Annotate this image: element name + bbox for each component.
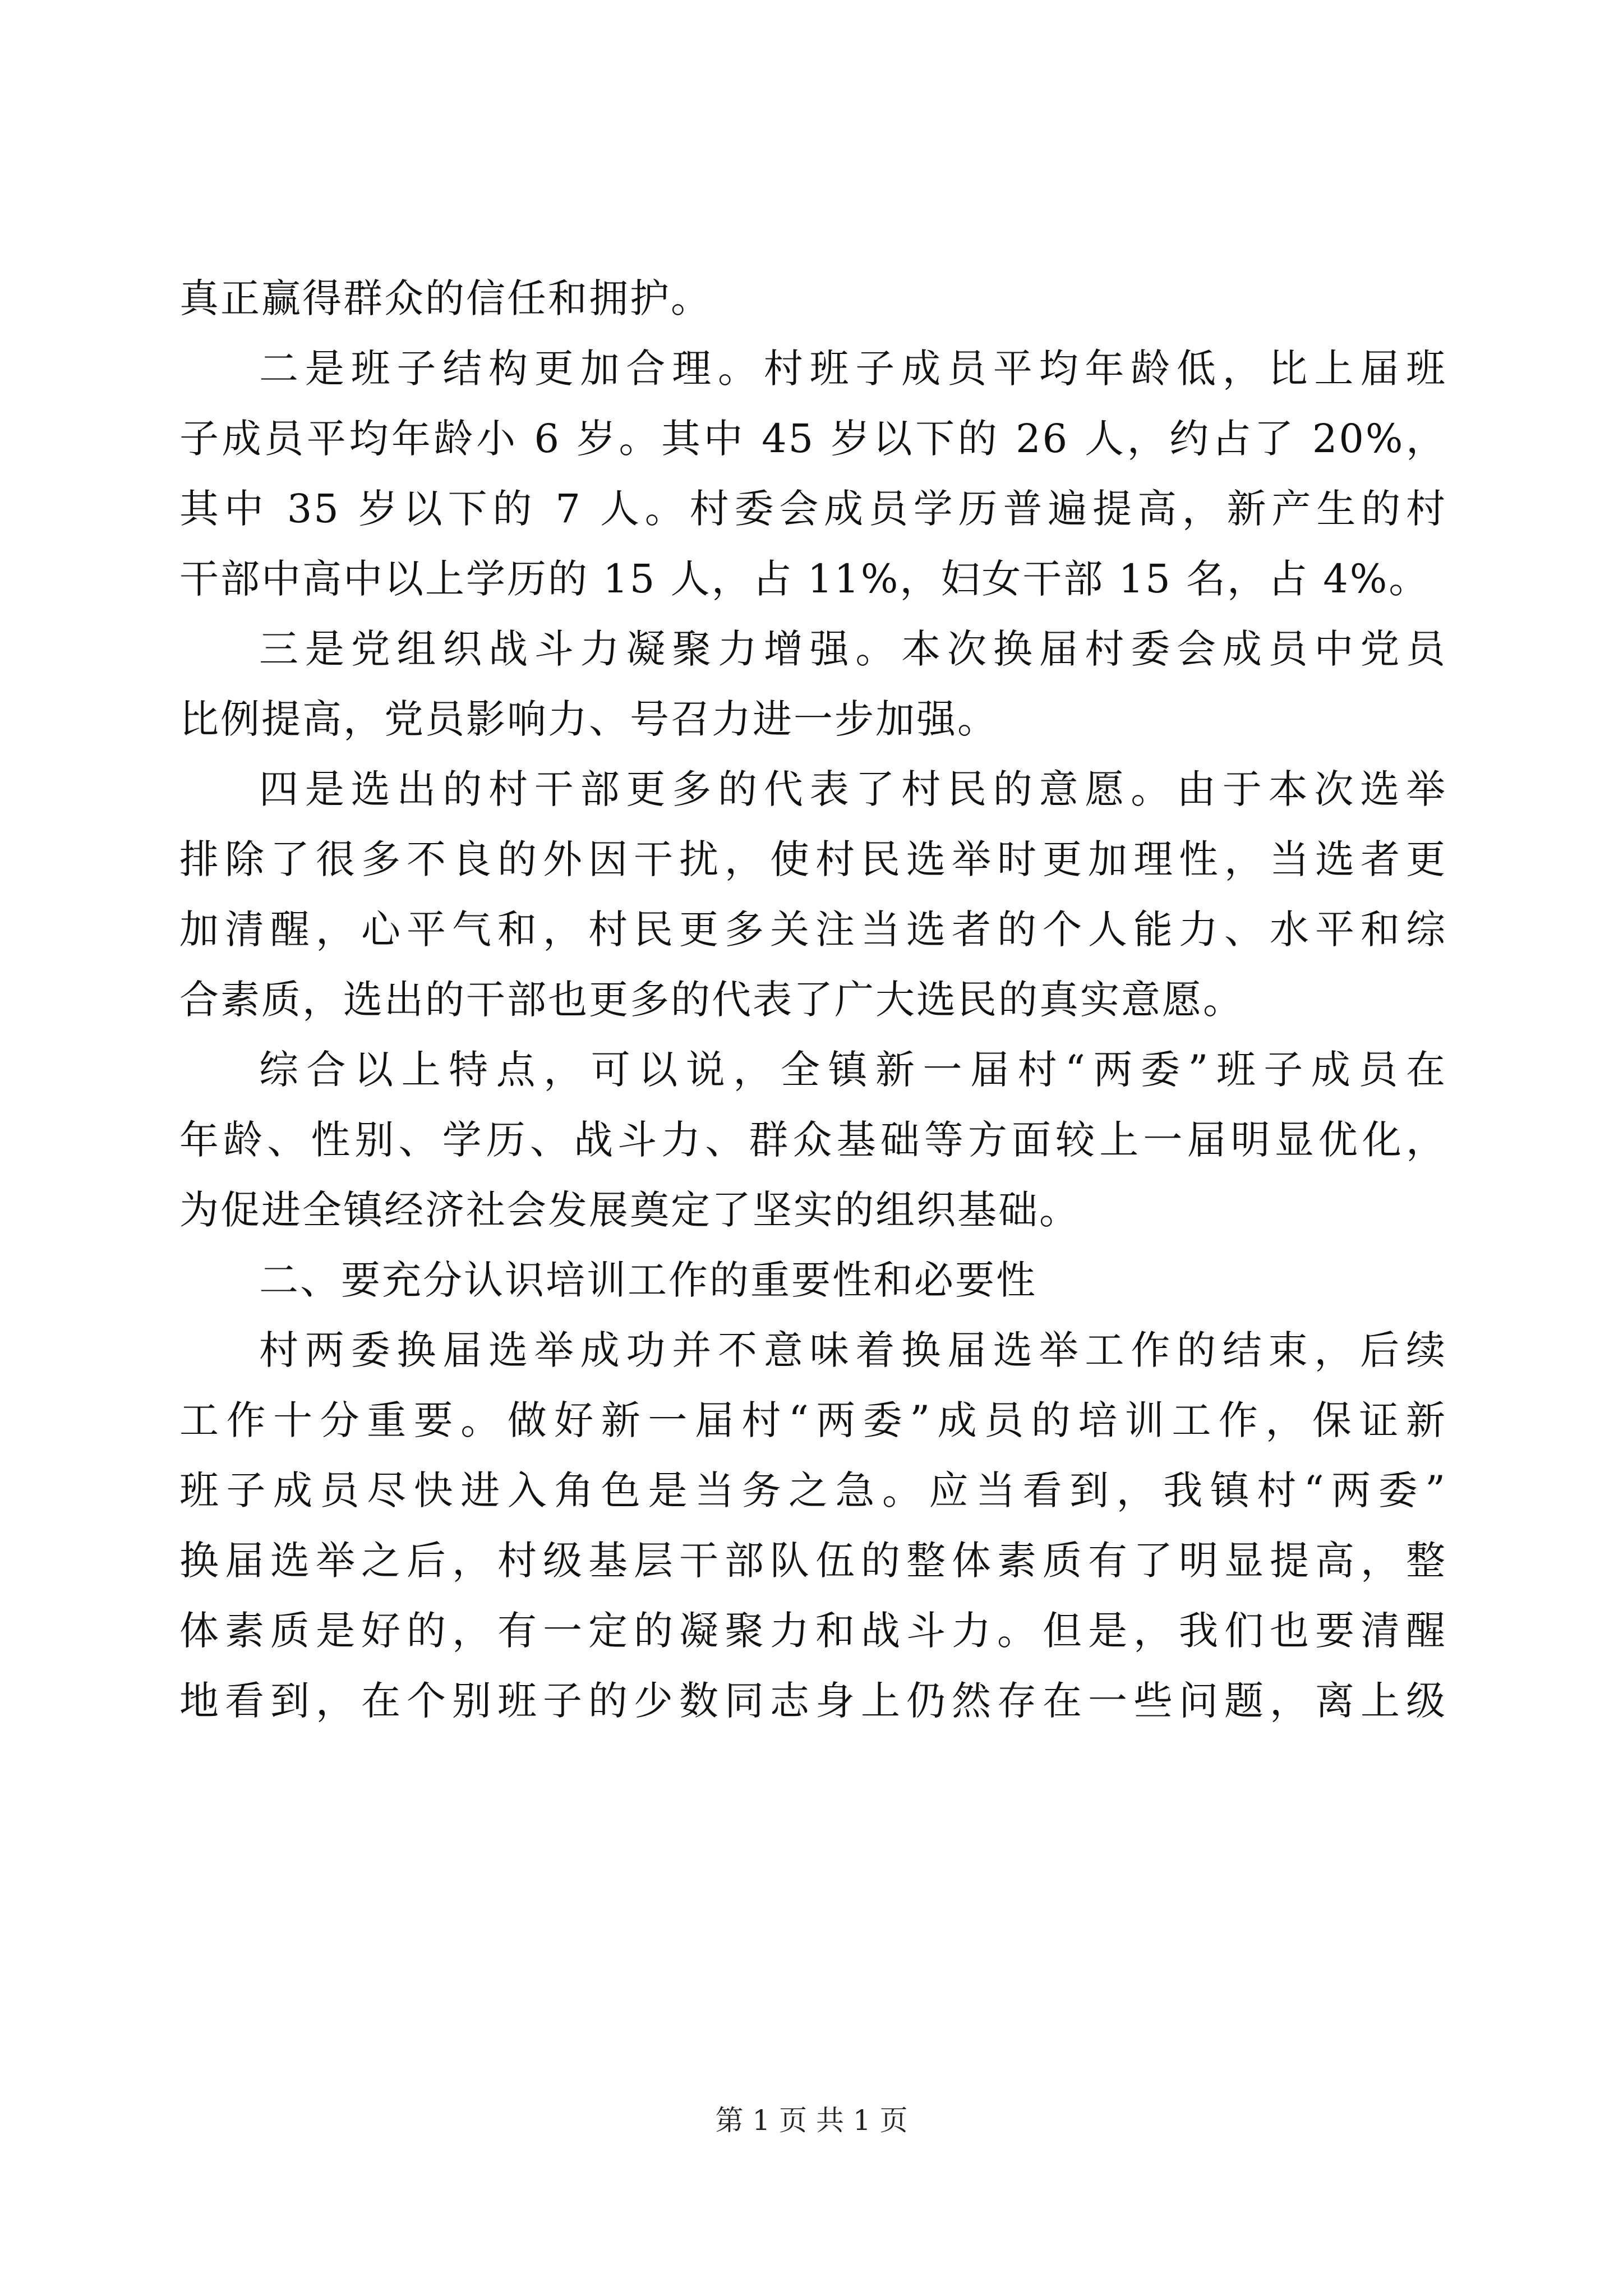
page-footer: 第 1 页 共 1 页 [715,2104,908,2137]
text-line: 换届选举之后，村级基层干部队伍的整体素质有了明显提高，整 [179,1538,1447,1584]
text-line: 地看到，在个别班子的少数同志身上仍然存在一些问题，离上级 [179,1678,1447,1724]
text-line: 干部中高中以上学历的 15 人，占 11%，妇女干部 15 名，占 4%。 [179,556,1430,602]
text-line: 合素质，选出的干部也更多的代表了广大选民的真实意愿。 [179,977,1244,1023]
text-line: 年龄、性别、学历、战斗力、群众基础等方面较上一届明显优化， [179,1117,1447,1163]
paragraph-line: 村两委换届选举成功并不意味着换届选举工作的结束，后续 [259,1327,1447,1373]
text-line: 排除了很多不良的外因干扰，使村民选举时更加理性，当选者更 [179,836,1447,882]
text-line: 为促进全镇经济社会发展奠定了坚实的组织基础。 [179,1187,1080,1233]
text-line: 比例提高，党员影响力、号召力进一步加强。 [179,696,998,742]
paragraph-line: 四是选出的村干部更多的代表了村民的意愿。由于本次选举 [259,766,1447,812]
text-line: 其中 35 岁以下的 7 人。村委会成员学历普遍提高，新产生的村 [179,486,1447,532]
text-line: 班子成员尽快进入角色是当务之急。应当看到，我镇村“两委” [179,1467,1447,1513]
text-line: 体素质是好的，有一定的凝聚力和战斗力。但是，我们也要清醒 [179,1608,1447,1654]
paragraph-line: 三是党组织战斗力凝聚力增强。本次换届村委会成员中党员 [259,626,1447,672]
paragraph-line: 综合以上特点，可以说，全镇新一届村“两委”班子成员在 [259,1047,1447,1093]
section-heading: 二、要充分认识培训工作的重要性和必要性 [259,1257,1037,1303]
text-line: 真正赢得群众的信任和拥护。 [179,275,712,321]
document-body [179,264,1447,1736]
text-line: 加清醒，心平气和，村民更多关注当选者的个人能力、水平和综 [179,907,1447,953]
text-line: 工作十分重要。做好新一届村“两委”成员的培训工作，保证新 [179,1397,1447,1443]
text-line: 子成员平均年龄小 6 岁。其中 45 岁以下的 26 人，约占了 20%， [179,416,1447,462]
paragraph-line: 二是班子结构更加合理。村班子成员平均年龄低，比上届班 [259,346,1447,392]
